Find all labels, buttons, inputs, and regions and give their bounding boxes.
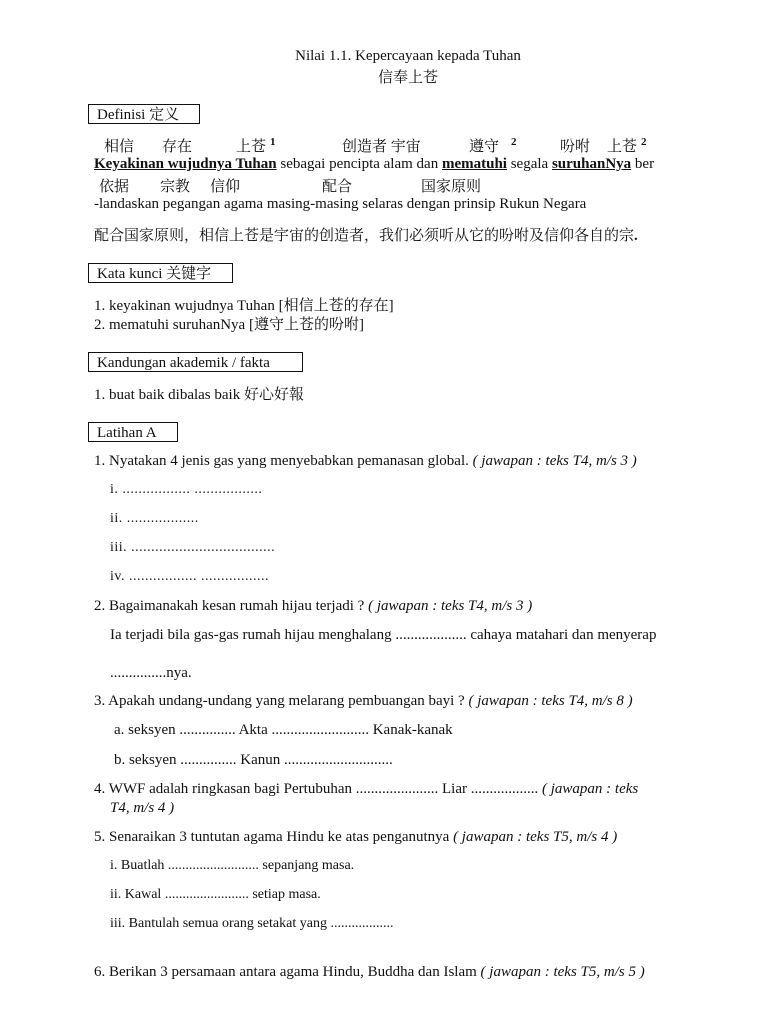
answer-line: ii. .................. (110, 511, 199, 526)
gloss-word: 信仰 (210, 179, 241, 195)
list-item: 1. buat baik dibalas baik 好心好報 (94, 387, 304, 403)
gloss-word: 创造者 宇宙 (342, 139, 421, 155)
definition-line: Keyakinan wujudnya Tuhan sebagai pencipta alam dan mematuhi segala suruhanNya ber (94, 156, 655, 172)
answer-line: i. ................. ................. (110, 482, 263, 497)
question-5: 5. Senaraikan 3 tuntutan agama Hindu ke atas penganutnya ( jawapan : teks T5, m/s 4 ) (94, 829, 618, 845)
section-kandungan-box: Kandungan akademik / fakta (88, 352, 303, 372)
gloss-word-with-sup: 上苍 $^2$ (607, 136, 647, 155)
answer-line: ...............nya. (110, 665, 192, 681)
gloss-word: 依据 (99, 179, 130, 195)
answer-line: ii. Kawal ........................ setiap masa. (110, 887, 321, 902)
gloss-word: 吩咐 (560, 139, 591, 155)
answer-line: iv. ................. ................. (110, 569, 269, 584)
page-subtitle: 信奉上苍 (377, 70, 438, 86)
answer-line: b. seksyen ............... Kanun ............................. (114, 752, 393, 768)
answer-line: iii. .................................... (110, 540, 276, 555)
answer-line: a. seksyen ............... Akta .......................... Kanak-kanak (114, 722, 453, 738)
section-definisi-box: Definisi 定义 (88, 104, 200, 124)
gloss-word: 配合 (322, 179, 353, 195)
gloss-word: 宗教 (160, 179, 191, 195)
list-item: 2. mematuhi suruhanNya [遵守上苍的吩咐] (94, 317, 364, 333)
gloss-word: 存在 (162, 139, 193, 155)
question-4: 4. WWF adalah ringkasan bagi Pertubuhan ...................... Liar .................. ( jawapan : teks (94, 781, 639, 797)
gloss-word: 相信 (104, 139, 135, 155)
definition-chinese: 配合国家原则，相信上苍是宇宙的创造者，我们必须听从它的吩咐及信仰各自的宗. (94, 228, 638, 244)
definition-line-2: -landaskan pegangan agama masing-masing selaras dengan prinsip Rukun Negara (94, 196, 587, 212)
gloss-word: 国家原则 (421, 179, 482, 195)
question-2: 2. Bagaimanakah kesan rumah hijau terjadi ? ( jawapan : teks T4, m/s 3 ) (94, 598, 533, 614)
gloss-word-with-sup: 遵守 $^2$ (469, 136, 517, 155)
question-6: 6. Berikan 3 persamaan antara agama Hindu, Buddha dan Islam ( jawapan : teks T5, m/s 5 ) (94, 964, 645, 980)
section-kata-kunci-box: Kata kunci 关键字 (88, 263, 233, 283)
answer-line: i. Buatlah .......................... sepanjang masa. (110, 858, 355, 873)
question-3: 3. Apakah undang-undang yang melarang pembuangan bayi ? ( jawapan : teks T4, m/s 8 ) (94, 693, 633, 709)
answer-line: iii. Bantulah semua orang setakat yang .................. (110, 916, 394, 931)
gloss-word-with-sup: 上苍 $^1$ (236, 136, 276, 155)
answer-line: Ia terjadi bila gas-gas rumah hijau menghalang ................... cahaya matahari dan menyerap (110, 627, 657, 643)
question-4-ref-cont: T4, m/s 4 ) (110, 800, 175, 816)
question-1: 1. Nyatakan 4 jenis gas yang menyebabkan pemanasan global. ( jawapan : teks T4, m/s 3 ) (94, 453, 637, 469)
page-title: Nilai 1.1. Kepercayaan kepada Tuhan (295, 48, 521, 64)
section-latihan-box: Latihan A (88, 422, 178, 442)
list-item: 1. keyakinan wujudnya Tuhan [相信上苍的存在] (94, 298, 394, 314)
